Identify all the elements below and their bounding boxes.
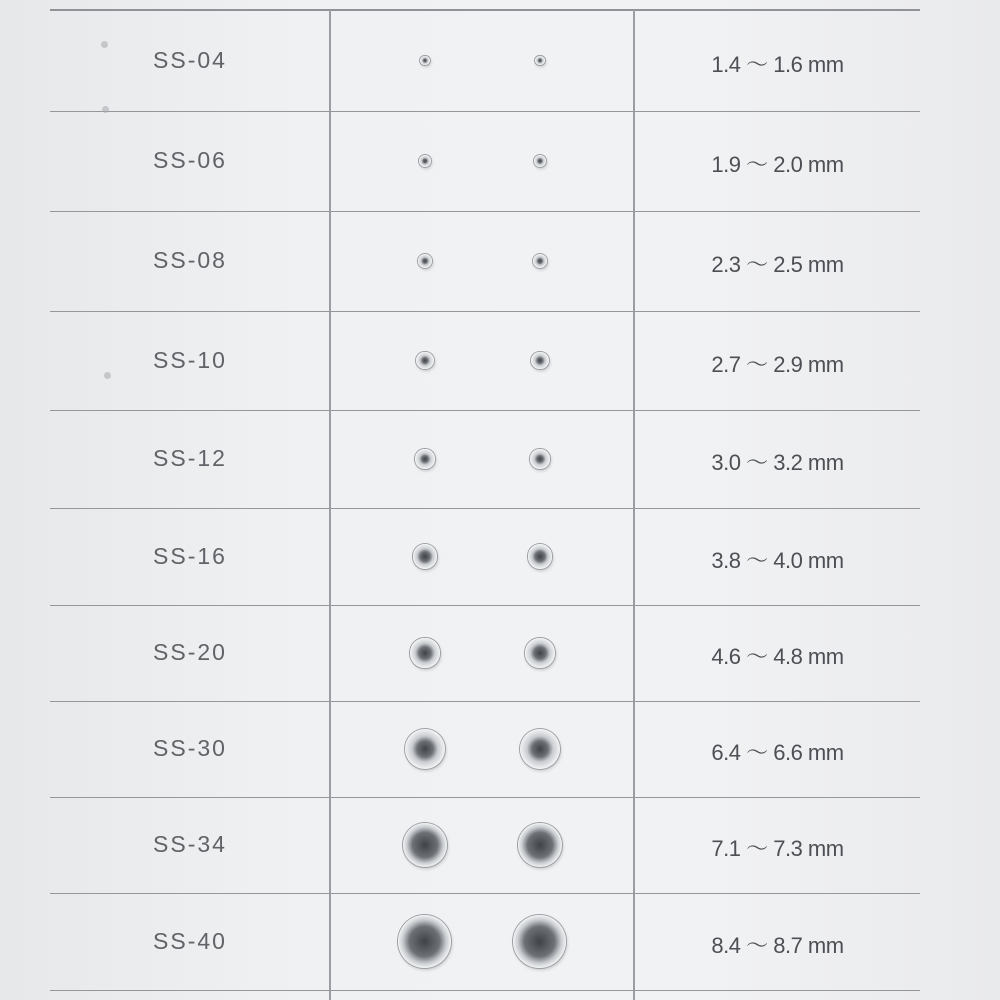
rhinestone-sample	[530, 449, 549, 468]
stone-size-label: 3.0 ～ 3.2 mm	[711, 450, 844, 475]
stone-code-label: SS-10	[153, 346, 227, 373]
stone-code-label: SS-16	[153, 542, 227, 569]
rhinestone-sample	[410, 638, 439, 667]
stone-size-label: 2.7 ～ 2.9 mm	[711, 351, 844, 377]
rhinestone-sample	[520, 729, 560, 769]
rhinestone-sample	[416, 352, 433, 369]
stone-size-label: 3.8 ～ 4.0 mm	[711, 547, 844, 573]
stone-code-label: SS-34	[153, 831, 227, 857]
stone-code-label: SS-20	[153, 639, 227, 665]
rhinestone-sample	[413, 544, 437, 568]
stone-code-label: SS-30	[153, 735, 227, 761]
stone-size-label: 7.1 ～ 7.3 mm	[711, 836, 844, 861]
rhinestone-sample	[528, 544, 552, 568]
stone-size-label: 1.9 ～ 2.0 mm	[711, 152, 844, 177]
stone-code-label: SS-08	[153, 247, 227, 273]
paper-mark	[102, 106, 109, 113]
stone-size-label: 6.4 ～ 6.6 mm	[711, 740, 844, 765]
rhinestone-sample	[525, 638, 554, 667]
stone-code-label: SS-40	[153, 927, 227, 954]
stone-code-label: SS-04	[153, 46, 227, 73]
stone-code-label: SS-06	[153, 147, 227, 173]
rhinestone-sample	[535, 56, 544, 65]
rhinestone-sample	[415, 449, 434, 468]
stone-size-label: 2.3 ～ 2.5 mm	[711, 252, 844, 277]
size-chart-table	[50, 0, 920, 1000]
stone-size-label: 1.4 ～ 1.6 mm	[711, 51, 844, 77]
stone-code-label: SS-12	[153, 445, 227, 471]
rhinestone-sample	[420, 56, 429, 65]
rhinestone-sample	[534, 155, 546, 167]
paper-mark	[104, 372, 111, 379]
paper-mark	[101, 41, 108, 48]
stone-size-label: 4.6 ～ 4.8 mm	[711, 644, 844, 669]
rhinestone-sample	[419, 155, 431, 167]
rhinestone-sample	[405, 729, 445, 769]
rhinestone-sample	[531, 352, 548, 369]
stone-size-label: 8.4 ～ 8.7 mm	[711, 932, 844, 958]
